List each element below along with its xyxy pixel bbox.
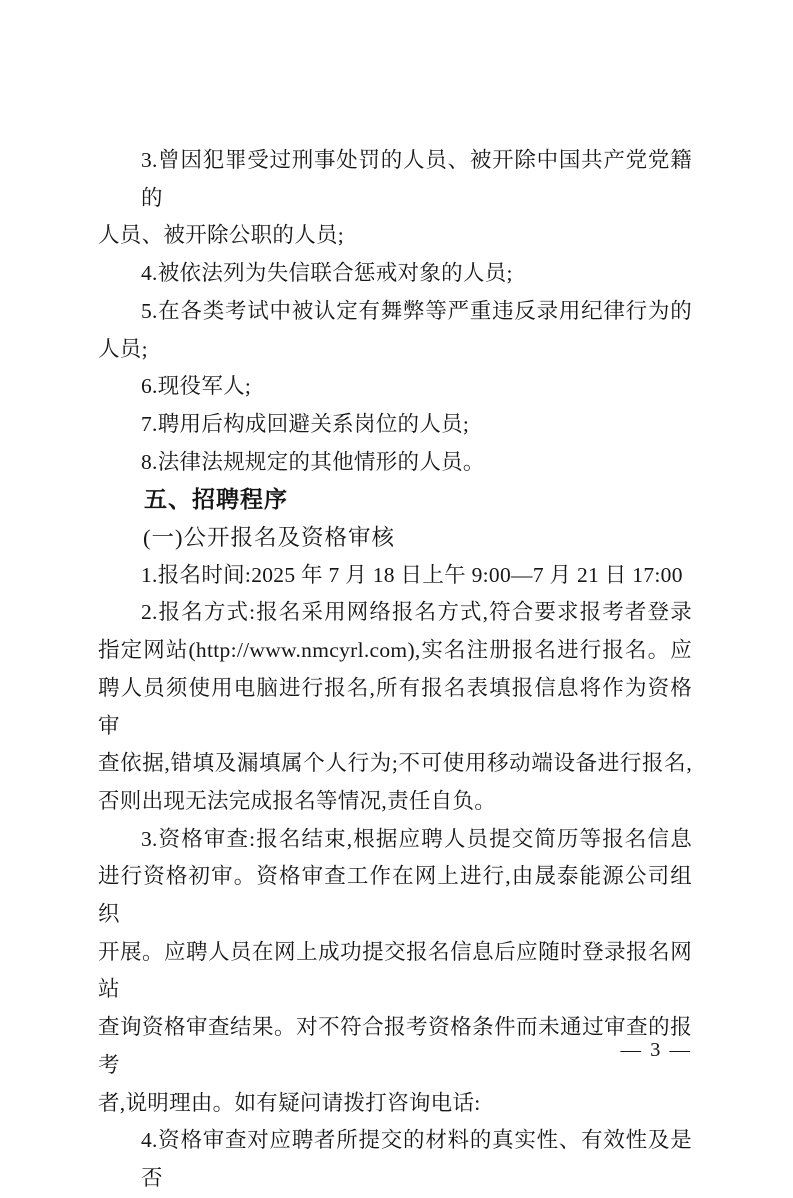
doc-line: 4.被依法列为失信联合惩戒对象的人员;: [141, 261, 513, 286]
doc-line: 1.报名时间:2025 年 7 月 18 日上午 9:00—7 月 21 日 17:00: [141, 562, 683, 587]
doc-line: 查依据,错填及漏填属个人行为;不可使用移动端设备进行报名,: [98, 751, 692, 776]
subsection-heading: (一)公开报名及资格审核: [143, 525, 395, 551]
doc-line: 5.在各类考试中被认定有舞弊等严重违反录用纪律行为的: [141, 298, 692, 323]
doc-line: 8.法律法规规定的其他情形的人员。: [141, 449, 485, 474]
doc-line: 2.报名方式:报名采用网络报名方式,符合要求报考者登录: [141, 600, 692, 625]
doc-line: 3.资格审查:报名结束,根据应聘人员提交简历等报名信息: [141, 826, 692, 851]
doc-line: 进行资格初审。资格审查工作在网上进行,由晟泰能源公司组织: [98, 864, 692, 927]
doc-line: 7.聘用后构成回避关系岗位的人员;: [141, 411, 470, 436]
doc-line: 查询资格审查结果。对不符合报考资格条件而未通过审查的报考: [98, 1015, 692, 1077]
doc-line: 人员;: [98, 336, 148, 361]
doc-line: 否则出现无法完成报名等情况,责任自负。: [98, 788, 497, 813]
doc-line: 3.曾因犯罪受过刑事处罚的人员、被开除中国共产党党籍的: [141, 148, 692, 210]
doc-line: 4.资格审查对应聘者所提交的材料的真实性、有效性及是否: [141, 1128, 692, 1190]
doc-line: 者,说明理由。如有疑问请拨打咨询电话:: [98, 1090, 481, 1115]
document-body: [98, 142, 692, 1198]
section-heading: 五、招聘程序: [144, 486, 288, 513]
doc-line: 人员、被开除公职的人员;: [98, 223, 345, 248]
doc-line: 聘人员须使用电脑进行报名,所有报名表填报信息将作为资格审: [98, 675, 692, 738]
doc-line: 开展。应聘人员在网上成功提交报名信息后应随时登录报名网站: [98, 939, 692, 1002]
doc-line: 6.现役军人;: [141, 374, 252, 399]
doc-line: 指定网站(http://www.nmcyrl.com),实名注册报名进行报名。应: [98, 638, 692, 663]
page-number: — 3 —: [620, 1039, 692, 1061]
